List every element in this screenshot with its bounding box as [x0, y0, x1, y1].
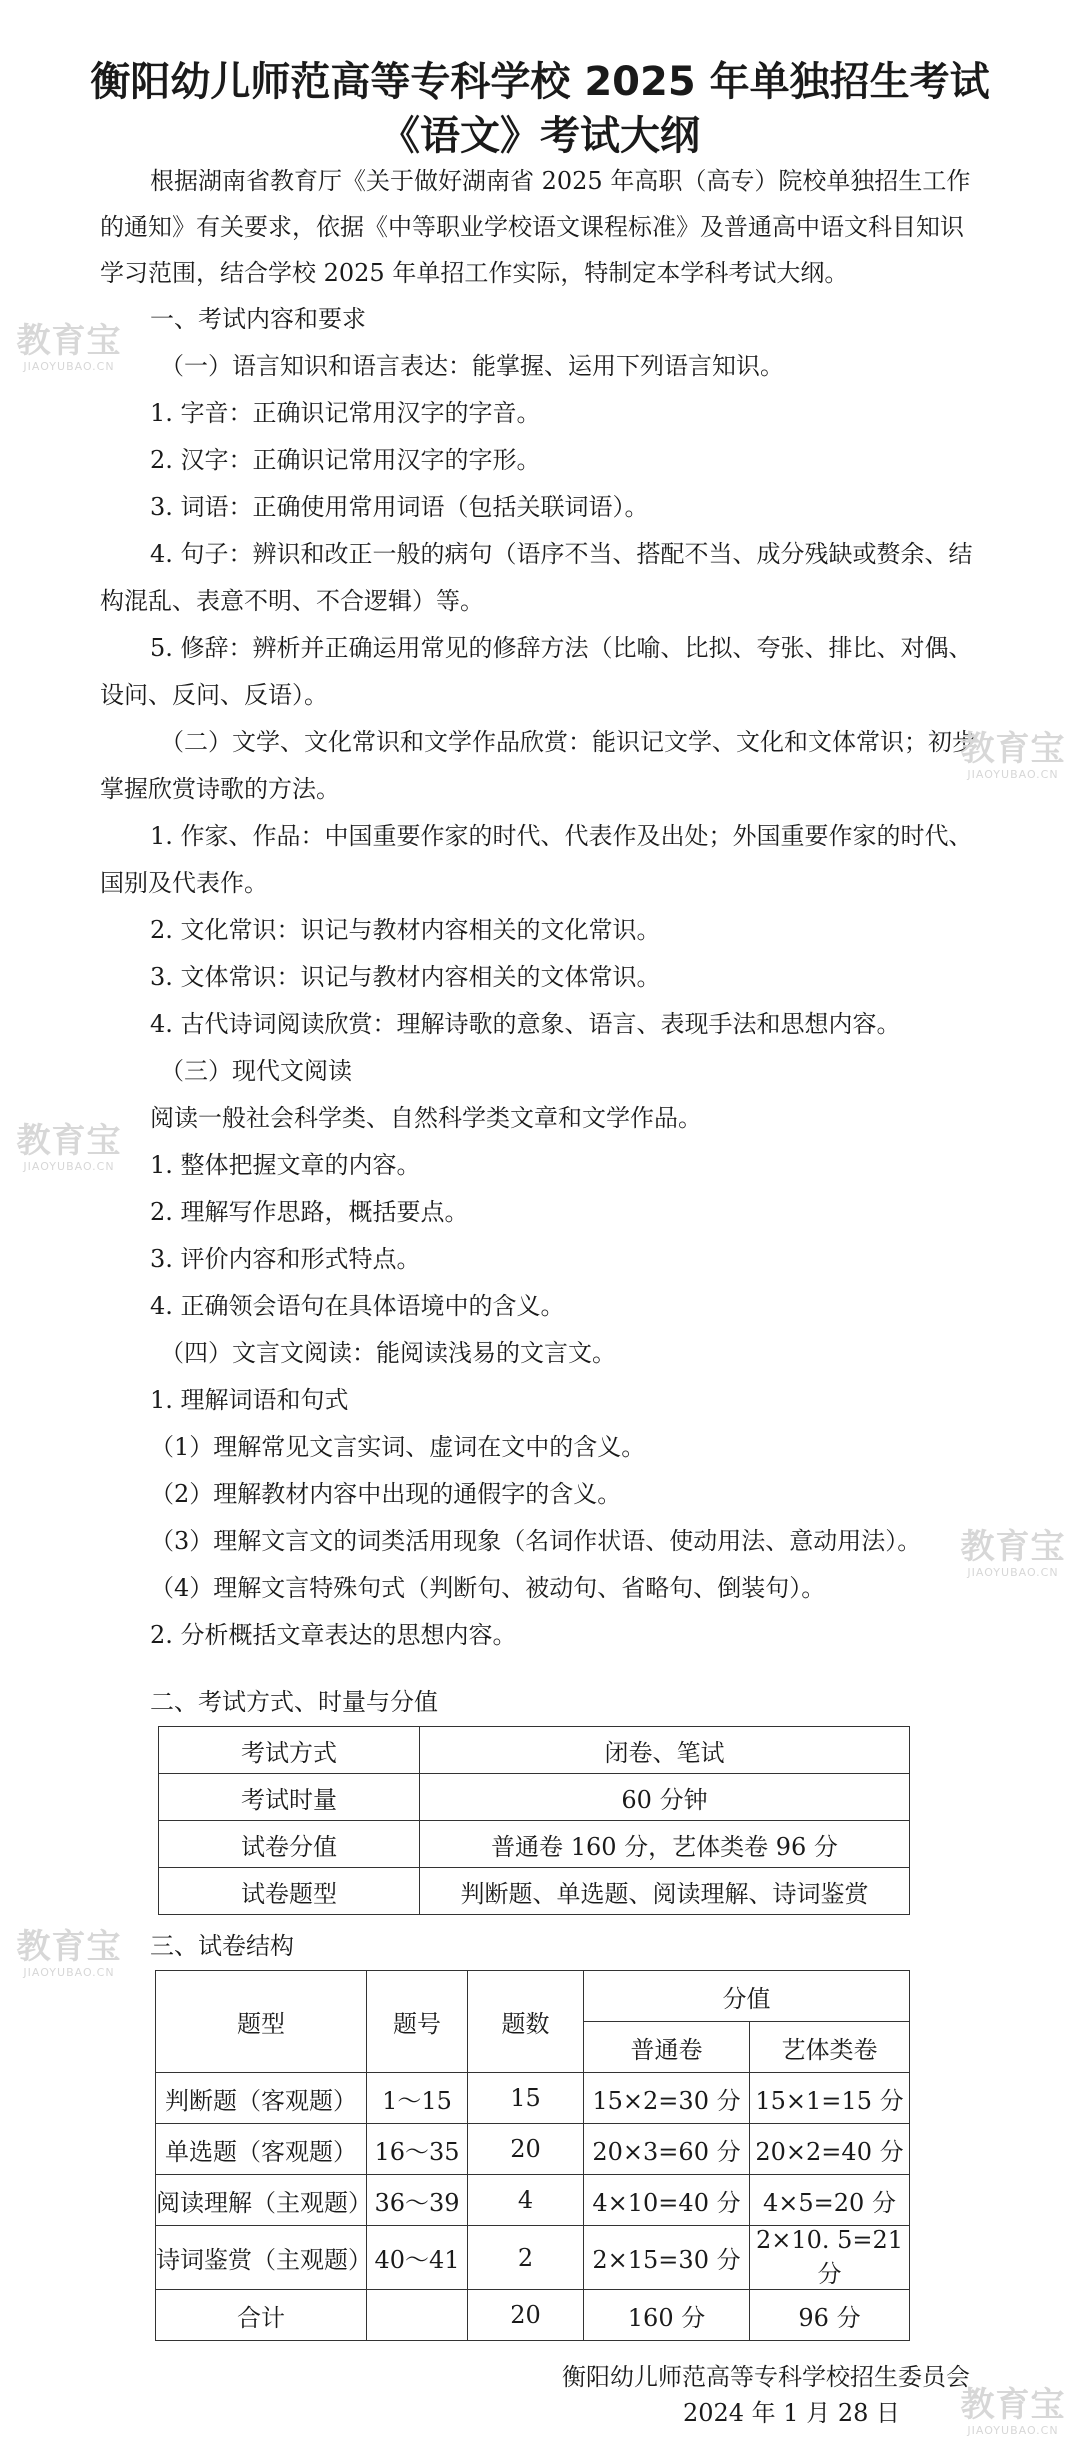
table-cell: 试卷分值 [159, 1821, 420, 1868]
watermark-logo [14, 1122, 124, 1182]
watermark-logo [958, 2386, 1068, 2446]
table-cell: 4×10=40 分 [584, 2175, 750, 2226]
exam-method-table [158, 1726, 910, 1915]
section-2-heading: 二、考试方式、时量与分值 [150, 1688, 438, 1716]
watermark-text: 教育宝 [16, 1927, 122, 1967]
table-cell: 15 [468, 2073, 584, 2124]
table-header-cell: 题型 [156, 1971, 367, 2073]
table-cell: 4×5=20 分 [750, 2175, 910, 2226]
list-item: 1. 整体把握文章的内容。 [150, 1151, 421, 1179]
table-cell: 20×3=60 分 [584, 2124, 750, 2175]
table-cell: 20 [468, 2290, 584, 2341]
watermark-text: 教育宝 [16, 1121, 122, 1161]
list-item: 1. 理解词语和句式 [150, 1386, 349, 1414]
table-cell: 1～15 [367, 2073, 468, 2124]
table-cell: 2 [468, 2226, 584, 2290]
list-item: 3. 文体常识：识记与教材内容相关的文体常识。 [150, 963, 661, 991]
paper-structure-table [155, 1970, 910, 2341]
list-item: 3. 词语：正确使用常用词语（包括关联词语）。 [150, 493, 649, 521]
watermark-text: 教育宝 [960, 1527, 1066, 1567]
table-cell: 160 分 [584, 2290, 750, 2341]
list-item: 4. 句子：辨识和改正一般的病句（语序不当、搭配不当、成分残缺或赘余、结构混乱、表意不明、不合逻辑）等。 [100, 540, 973, 615]
table-header-row [156, 1971, 910, 2022]
watermark-logo [14, 1928, 124, 1988]
table-header-cell: 分值 [584, 1971, 910, 2022]
watermark-url: JIAOYUBAO.CN [967, 2424, 1059, 2437]
table-total-row [156, 2290, 910, 2341]
watermark-logo [958, 730, 1068, 790]
list-item: （2）理解教材内容中出现的通假字的含义。 [150, 1480, 622, 1508]
intro-paragraph: 根据湖南省教育厅《关于做好湖南省 2025 年高职（高专）院校单独招生工作的通知》有关要求，依据《中等职业学校语文课程标准》及普通高中语文科目知识学习范围，结合学校 2025 年单招工作实际，特制定本学科考试大纲。 [100, 167, 971, 287]
watermark-url: JIAOYUBAO.CN [23, 360, 115, 373]
table-cell: 60 分钟 [420, 1774, 910, 1821]
list-item: 2. 分析概括文章表达的思想内容。 [150, 1621, 517, 1649]
table-cell: 20 [468, 2124, 584, 2175]
table-cell: 闭卷、笔试 [420, 1727, 910, 1774]
table-cell: 15×2=30 分 [584, 2073, 750, 2124]
table-cell: 2×10. 5=21 分 [750, 2226, 910, 2290]
list-item: 3. 评价内容和形式特点。 [150, 1245, 421, 1273]
table-header-cell: 题数 [468, 1971, 584, 2073]
subsection-1-heading: （一）语言知识和语言表达：能掌握、运用下列语言知识。 [160, 352, 784, 380]
table-cell [367, 2290, 468, 2341]
list-item: （1）理解常见文言实词、虚词在文中的含义。 [150, 1433, 646, 1461]
table-row [159, 1727, 910, 1774]
list-item: 1. 作家、作品：中国重要作家的时代、代表作及出处；外国重要作家的时代、国别及代表作。 [100, 822, 973, 897]
table-cell: 4 [468, 2175, 584, 2226]
table-row [159, 1821, 910, 1868]
signature-date: 2024 年 1 月 28 日 [682, 2399, 900, 2427]
table-row [156, 2073, 910, 2124]
subsection-4-heading: （四）文言文阅读：能阅读浅易的文言文。 [160, 1339, 616, 1367]
table-row [159, 1868, 910, 1915]
list-item: （4）理解文言特殊句式（判断句、被动句、省略句、倒装句）。 [150, 1574, 826, 1602]
table-cell: 15×1=15 分 [750, 2073, 910, 2124]
doc-title-line2: 《语文》考试大纲 [380, 113, 700, 159]
table-cell: 诗词鉴赏（主观题） [156, 2226, 367, 2290]
table-header-cell: 题号 [367, 1971, 468, 2073]
list-item: 4. 正确领会语句在具体语境中的含义。 [150, 1292, 565, 1320]
table-cell: 96 分 [750, 2290, 910, 2341]
table-cell: 16～35 [367, 2124, 468, 2175]
list-item: 2. 汉字：正确识记常用汉字的字形。 [150, 446, 541, 474]
list-item: 2. 文化常识：识记与教材内容相关的文化常识。 [150, 916, 661, 944]
list-item: （3）理解文言文的词类活用现象（名词作状语、使动用法、意动用法）。 [150, 1527, 922, 1555]
table-cell: 判断题（客观题） [156, 2073, 367, 2124]
watermark-text: 教育宝 [960, 2385, 1066, 2425]
list-item: 4. 古代诗词阅读欣赏：理解诗歌的意象、语言、表现手法和思想内容。 [150, 1010, 901, 1038]
table-cell: 考试时量 [159, 1774, 420, 1821]
section-3-heading: 三、试卷结构 [150, 1932, 294, 1960]
watermark-text: 教育宝 [960, 729, 1066, 769]
table-row [156, 2124, 910, 2175]
table-cell: 36～39 [367, 2175, 468, 2226]
list-item: 1. 字音：正确识记常用汉字的字音。 [150, 399, 541, 427]
table-cell: 20×2=40 分 [750, 2124, 910, 2175]
table-cell: 阅读理解（主观题） [156, 2175, 367, 2226]
watermark-url: JIAOYUBAO.CN [23, 1160, 115, 1173]
table-cell: 试卷题型 [159, 1868, 420, 1915]
subsection-3-lead: 阅读一般社会科学类、自然科学类文章和文学作品。 [150, 1104, 702, 1132]
table-cell: 单选题（客观题） [156, 2124, 367, 2175]
list-item: 2. 理解写作思路，概括要点。 [150, 1198, 469, 1226]
doc-body [0, 158, 1080, 1659]
table-header-cell: 艺体类卷 [750, 2022, 910, 2073]
watermark-url: JIAOYUBAO.CN [23, 1966, 115, 1979]
watermark-url: JIAOYUBAO.CN [967, 1566, 1059, 1579]
watermark-logo [14, 322, 124, 382]
watermark-url: JIAOYUBAO.CN [967, 768, 1059, 781]
table-row [156, 2226, 910, 2290]
table-row [159, 1774, 910, 1821]
table-cell: 判断题、单选题、阅读理解、诗词鉴赏 [420, 1868, 910, 1915]
table-row [156, 2175, 910, 2226]
watermark-text: 教育宝 [16, 321, 122, 361]
table-cell: 2×15=30 分 [584, 2226, 750, 2290]
table-header-cell: 普通卷 [584, 2022, 750, 2073]
signature: 衡阳幼儿师范高等专科学校招生委员会 [562, 2363, 970, 2391]
subsection-2-heading: （二）文学、文化常识和文学作品欣赏：能识记文学、文化和文体常识；初步掌握欣赏诗歌的方法。 [100, 728, 976, 803]
table-cell: 考试方式 [159, 1727, 420, 1774]
section-1-heading: 一、考试内容和要求 [150, 305, 366, 333]
list-item: 5. 修辞：辨析并正确运用常见的修辞方法（比喻、比拟、夸张、排比、对偶、设问、反问、反语）。 [100, 634, 973, 709]
watermark-logo [958, 1528, 1068, 1588]
table-cell: 合计 [156, 2290, 367, 2341]
table-cell: 40～41 [367, 2226, 468, 2290]
table-cell: 普通卷 160 分，艺体类卷 96 分 [420, 1821, 910, 1868]
subsection-3-heading: （三）现代文阅读 [160, 1057, 352, 1085]
doc-title-line1: 衡阳幼儿师范高等专科学校 2025 年单独招生考试 [90, 59, 990, 105]
